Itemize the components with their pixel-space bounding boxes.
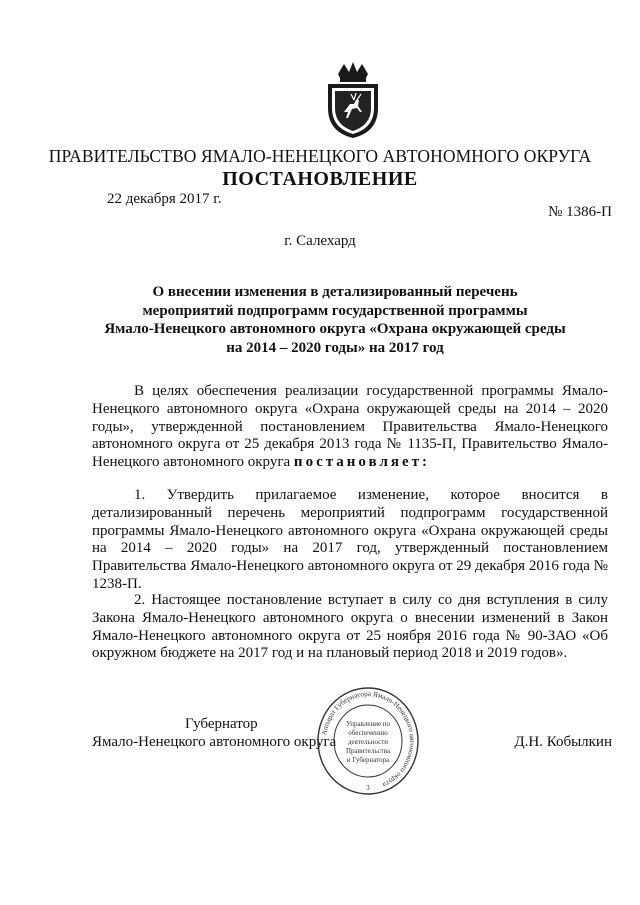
document-title: [100, 283, 570, 357]
document-number: № 1386-П: [548, 204, 612, 220]
stamp-line: и Губернатора: [346, 756, 390, 764]
signatory-title: Губернатор: [185, 716, 258, 732]
stamp-line: Правительства: [345, 747, 391, 755]
stamp-line: обеспечению: [348, 729, 388, 737]
title-line: мероприятий подпрограмм государственной программы: [142, 302, 528, 319]
coat-of-arms-icon: [326, 62, 380, 140]
paragraph-item-2: 2. Настоящее постановление вступает в силу со дня вступления в силу Закона Ямало-Ненецкого автономного округа о внесении изменений в Закон Ямало-Ненецкого автономного округа от 25 ноября 2016 года № 90-ЗАО «Об окружном бюджете на 2017 год и на плановый период 2018 и 2019 годов».: [92, 592, 608, 662]
document-city: г. Салехард: [284, 233, 356, 249]
stamp-line: Управление по: [345, 720, 391, 728]
preamble-text: В целях обеспечения реализации государственной программы Ямало-Ненецкого автономного округа «Охрана окружающей среды на 2014 – 2020 годы», утвержденной постановлением Правительства Ямало-Ненецкого автономного округа от 25 декабря 2013 года № 1135-П, Правительство Ямало-Ненецкого автономного округа: [92, 383, 608, 471]
document-date: 22 декабря 2017 г.: [107, 191, 222, 207]
stamp-ring-text: Аппарат Губернатора Ямало-Ненецкого автономного округа: [320, 689, 417, 789]
signatory-organization: Ямало-Ненецкого автономного округа: [92, 734, 337, 750]
title-line: О внесении изменения в детализированный перечень: [152, 284, 518, 300]
paragraph-item-1: 1. Утвердить прилагаемое изменение, которое вносится в детализированный перечень мероприятий подпрограмм государственной программы Ямало-Ненецкого автономного округа «Охрана окружающей среды на 2014 – 2020 годы» на 2017 год, утвержденный постановлением Правительства Ямало-Ненецкого автономного округа от 29 декабря 2016 года № 1238-П.: [92, 487, 608, 592]
government-name: ПРАВИТЕЛЬСТВО ЯМАЛО-НЕНЕЦКОГО АВТОНОМНОГО ОКРУГА: [48, 146, 592, 166]
title-line: на 2014 – 2020 годы» на 2017 год: [226, 339, 444, 356]
title-line: Ямало-Ненецкого автономного округа «Охрана окружающей среды: [104, 321, 566, 337]
resolves-keyword: постановляет:: [293, 454, 430, 471]
official-stamp: [316, 686, 420, 796]
stamp-number: 3: [366, 784, 370, 792]
signatory-name: Д.Н. Кобылкин: [514, 734, 612, 750]
document-type: ПОСТАНОВЛЕНИЕ: [222, 168, 418, 190]
stamp-line: деятельности: [347, 738, 389, 746]
paragraph-preamble: [92, 383, 608, 472]
